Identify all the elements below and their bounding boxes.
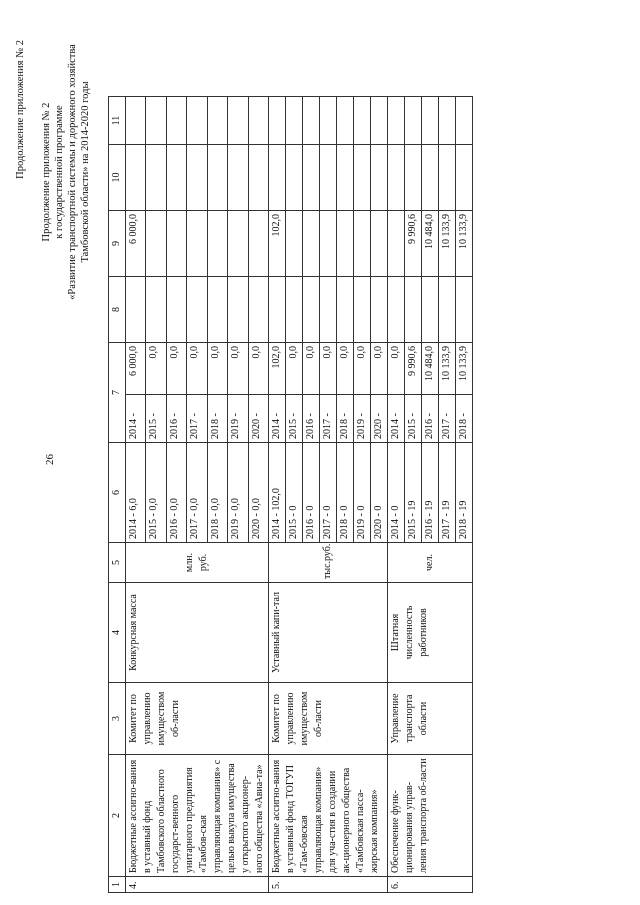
row-number: 5.	[269, 877, 388, 893]
funding-value: 0,0	[146, 343, 166, 395]
column-number: 9	[109, 211, 126, 277]
empty-cell	[439, 277, 456, 343]
federal-value	[207, 211, 227, 277]
row-unit: млн. руб.	[126, 543, 269, 583]
federal-value: 10 133,9	[439, 211, 456, 277]
empty-cell	[269, 145, 286, 211]
year-label: 2014 -	[269, 395, 286, 443]
year-label: 2015 -	[405, 395, 422, 443]
empty-cell	[405, 145, 422, 211]
row-indicator: Уставный капи-тал	[269, 583, 388, 683]
empty-cell	[320, 277, 337, 343]
funding-value: 0,0	[228, 343, 248, 395]
empty-cell	[388, 97, 405, 145]
empty-cell	[146, 97, 166, 145]
funding-value: 0,0	[166, 343, 186, 395]
program-line-2: «Развитие транспортной системы и дорожного хозяйства	[67, 44, 78, 300]
column-number: 6	[109, 443, 126, 543]
indicator-value: 2017 - 19	[439, 443, 456, 543]
row-number: 6.	[388, 877, 473, 893]
year-label: 2020 -	[371, 395, 388, 443]
funding-value: 9 990,6	[405, 343, 422, 395]
empty-cell	[371, 145, 388, 211]
empty-cell	[439, 145, 456, 211]
year-label: 2018 -	[456, 395, 473, 443]
funding-value: 0,0	[286, 343, 303, 395]
federal-value	[337, 211, 354, 277]
empty-cell	[207, 145, 227, 211]
empty-cell	[337, 277, 354, 343]
row-executor: Комитет по управлению имуществом об-ласти	[126, 683, 269, 755]
appendix-title: Продолжение приложения № 2	[41, 102, 52, 242]
funding-value: 0,0	[337, 343, 354, 395]
empty-cell	[439, 97, 456, 145]
empty-cell	[371, 277, 388, 343]
year-label: 2015 -	[286, 395, 303, 443]
empty-cell	[207, 97, 227, 145]
empty-cell	[337, 97, 354, 145]
federal-value	[248, 211, 268, 277]
empty-cell	[286, 145, 303, 211]
row-executor: Управление транспорта области	[388, 683, 473, 755]
row-indicator: Штатная численность работников	[388, 583, 473, 683]
row-unit: тыс.руб.	[269, 543, 388, 583]
funding-value: 102,0	[269, 343, 286, 395]
indicator-value: 2014 - 0	[388, 443, 405, 543]
federal-value	[354, 211, 371, 277]
page-number: 26	[44, 454, 56, 465]
year-label: 2016 -	[422, 395, 439, 443]
federal-value	[388, 211, 405, 277]
funding-value: 0,0	[320, 343, 337, 395]
empty-cell	[248, 97, 268, 145]
federal-value	[166, 211, 186, 277]
indicator-value: 2019 - 0,0	[228, 443, 248, 543]
funding-value: 0,0	[207, 343, 227, 395]
row-unit: чел.	[388, 543, 473, 583]
indicator-value: 2019 - 0	[354, 443, 371, 543]
empty-cell	[405, 277, 422, 343]
indicator-value: 2020 - 0	[371, 443, 388, 543]
year-label: 2019 -	[228, 395, 248, 443]
empty-cell	[456, 145, 473, 211]
empty-cell	[269, 277, 286, 343]
empty-cell	[166, 145, 186, 211]
row-description: Бюджетные ассигно-вания в уставный фонд ТОГУП «Там-бовская управляющая компания» для уча-стия в создании ак-ционерного общества «Тамбовская пасса-жирская компания»	[269, 755, 388, 877]
federal-value	[303, 211, 320, 277]
federal-value: 6 000,0	[126, 211, 146, 277]
column-number: 8	[109, 277, 126, 343]
column-number: 1	[109, 877, 126, 893]
empty-cell	[207, 277, 227, 343]
empty-cell	[354, 97, 371, 145]
empty-cell	[126, 97, 146, 145]
year-label: 2014 -	[126, 395, 146, 443]
indicator-value: 2016 - 0	[303, 443, 320, 543]
empty-cell	[126, 145, 146, 211]
federal-value: 10 484,0	[422, 211, 439, 277]
funding-value: 10 484,0	[422, 343, 439, 395]
empty-cell	[456, 277, 473, 343]
funding-value: 0,0	[371, 343, 388, 395]
empty-cell	[187, 145, 207, 211]
table-row	[388, 35, 405, 893]
row-description: Обеспечение функ-ционирования управ-ления транспорта об-ласти	[388, 755, 473, 877]
federal-value: 10 133,9	[456, 211, 473, 277]
federal-value	[320, 211, 337, 277]
empty-cell	[303, 145, 320, 211]
empty-cell	[248, 145, 268, 211]
row-description: Бюджетные ассигно-вания в уставный фонд Тамбовского областного государст-венного унитарного предприятия «Тамбов-ская управляющая компания» с целью выкупа имущества у открытого акционер-ного общества «Авиа-та»	[126, 755, 269, 877]
column-number: 7	[109, 343, 126, 443]
column-number: 11	[109, 97, 126, 145]
federal-value: 102,0	[269, 211, 286, 277]
federal-value	[286, 211, 303, 277]
funding-value: 0,0	[354, 343, 371, 395]
funding-value: 0,0	[303, 343, 320, 395]
row-number: 4.	[126, 877, 269, 893]
indicator-value: 2018 - 0	[337, 443, 354, 543]
empty-cell	[248, 277, 268, 343]
empty-cell	[456, 97, 473, 145]
year-label: 2016 -	[303, 395, 320, 443]
continuation-note: Продолжение приложения № 2	[15, 40, 26, 179]
empty-cell	[228, 145, 248, 211]
federal-value	[187, 211, 207, 277]
empty-cell	[405, 97, 422, 145]
year-label: 2017 -	[320, 395, 337, 443]
year-label: 2018 -	[337, 395, 354, 443]
empty-cell	[166, 97, 186, 145]
program-table	[108, 34, 473, 893]
empty-cell	[320, 145, 337, 211]
program-line-1: к государственной программе	[54, 105, 65, 239]
empty-cell	[354, 277, 371, 343]
empty-cell	[286, 277, 303, 343]
year-label: 2016 -	[166, 395, 186, 443]
indicator-value: 2017 - 0	[320, 443, 337, 543]
empty-cell	[388, 277, 405, 343]
indicator-value: 2015 - 0	[286, 443, 303, 543]
empty-cell	[187, 97, 207, 145]
column-number-row	[109, 35, 126, 893]
year-label: 2019 -	[354, 395, 371, 443]
indicator-value: 2018 - 19	[456, 443, 473, 543]
funding-value: 0,0	[248, 343, 268, 395]
empty-cell	[228, 97, 248, 145]
table-row	[126, 35, 146, 893]
program-line-3: Тамбовской области» на 2014-2020 годы	[80, 81, 91, 263]
row-indicator: Конкурсная масса	[126, 583, 269, 683]
empty-cell	[371, 97, 388, 145]
indicator-value: 2014 - 102,0	[269, 443, 286, 543]
table-body	[126, 35, 473, 893]
column-number: 5	[109, 543, 126, 583]
year-label: 2015 -	[146, 395, 166, 443]
appendix-header	[40, 22, 92, 322]
funding-value: 10 133,9	[439, 343, 456, 395]
indicator-value: 2015 - 19	[405, 443, 422, 543]
empty-cell	[354, 145, 371, 211]
column-number: 10	[109, 145, 126, 211]
federal-value	[146, 211, 166, 277]
row-executor: Комитет по управлению имуществом об-ласти	[269, 683, 388, 755]
funding-value: 6 000,0	[126, 343, 146, 395]
column-number: 2	[109, 755, 126, 877]
indicator-value: 2018 - 0,0	[207, 443, 227, 543]
year-label: 2020 -	[248, 395, 268, 443]
federal-value	[228, 211, 248, 277]
empty-cell	[422, 145, 439, 211]
empty-cell	[422, 277, 439, 343]
empty-cell	[126, 277, 146, 343]
empty-cell	[166, 277, 186, 343]
indicator-value: 2016 - 0,0	[166, 443, 186, 543]
table-row	[269, 35, 286, 893]
year-label: 2018 -	[207, 395, 227, 443]
indicator-value: 2015 - 0,0	[146, 443, 166, 543]
empty-cell	[388, 145, 405, 211]
empty-cell	[303, 97, 320, 145]
empty-cell	[337, 145, 354, 211]
year-label: 2017 -	[187, 395, 207, 443]
empty-cell	[146, 277, 166, 343]
year-label: 2017 -	[439, 395, 456, 443]
empty-cell	[286, 97, 303, 145]
funding-value: 0,0	[388, 343, 405, 395]
indicator-value: 2016 - 19	[422, 443, 439, 543]
empty-cell	[422, 97, 439, 145]
empty-cell	[228, 277, 248, 343]
year-label: 2014 -	[388, 395, 405, 443]
column-number: 3	[109, 683, 126, 755]
funding-value: 0,0	[187, 343, 207, 395]
empty-cell	[187, 277, 207, 343]
federal-value	[371, 211, 388, 277]
column-number: 4	[109, 583, 126, 683]
empty-cell	[320, 97, 337, 145]
federal-value: 9 990,6	[405, 211, 422, 277]
empty-cell	[146, 145, 166, 211]
empty-cell	[269, 97, 286, 145]
funding-value: 10 133,9	[456, 343, 473, 395]
indicator-value: 2017 - 0,0	[187, 443, 207, 543]
empty-cell	[303, 277, 320, 343]
indicator-value: 2014 - 6,0	[126, 443, 146, 543]
indicator-value: 2020 - 0,0	[248, 443, 268, 543]
